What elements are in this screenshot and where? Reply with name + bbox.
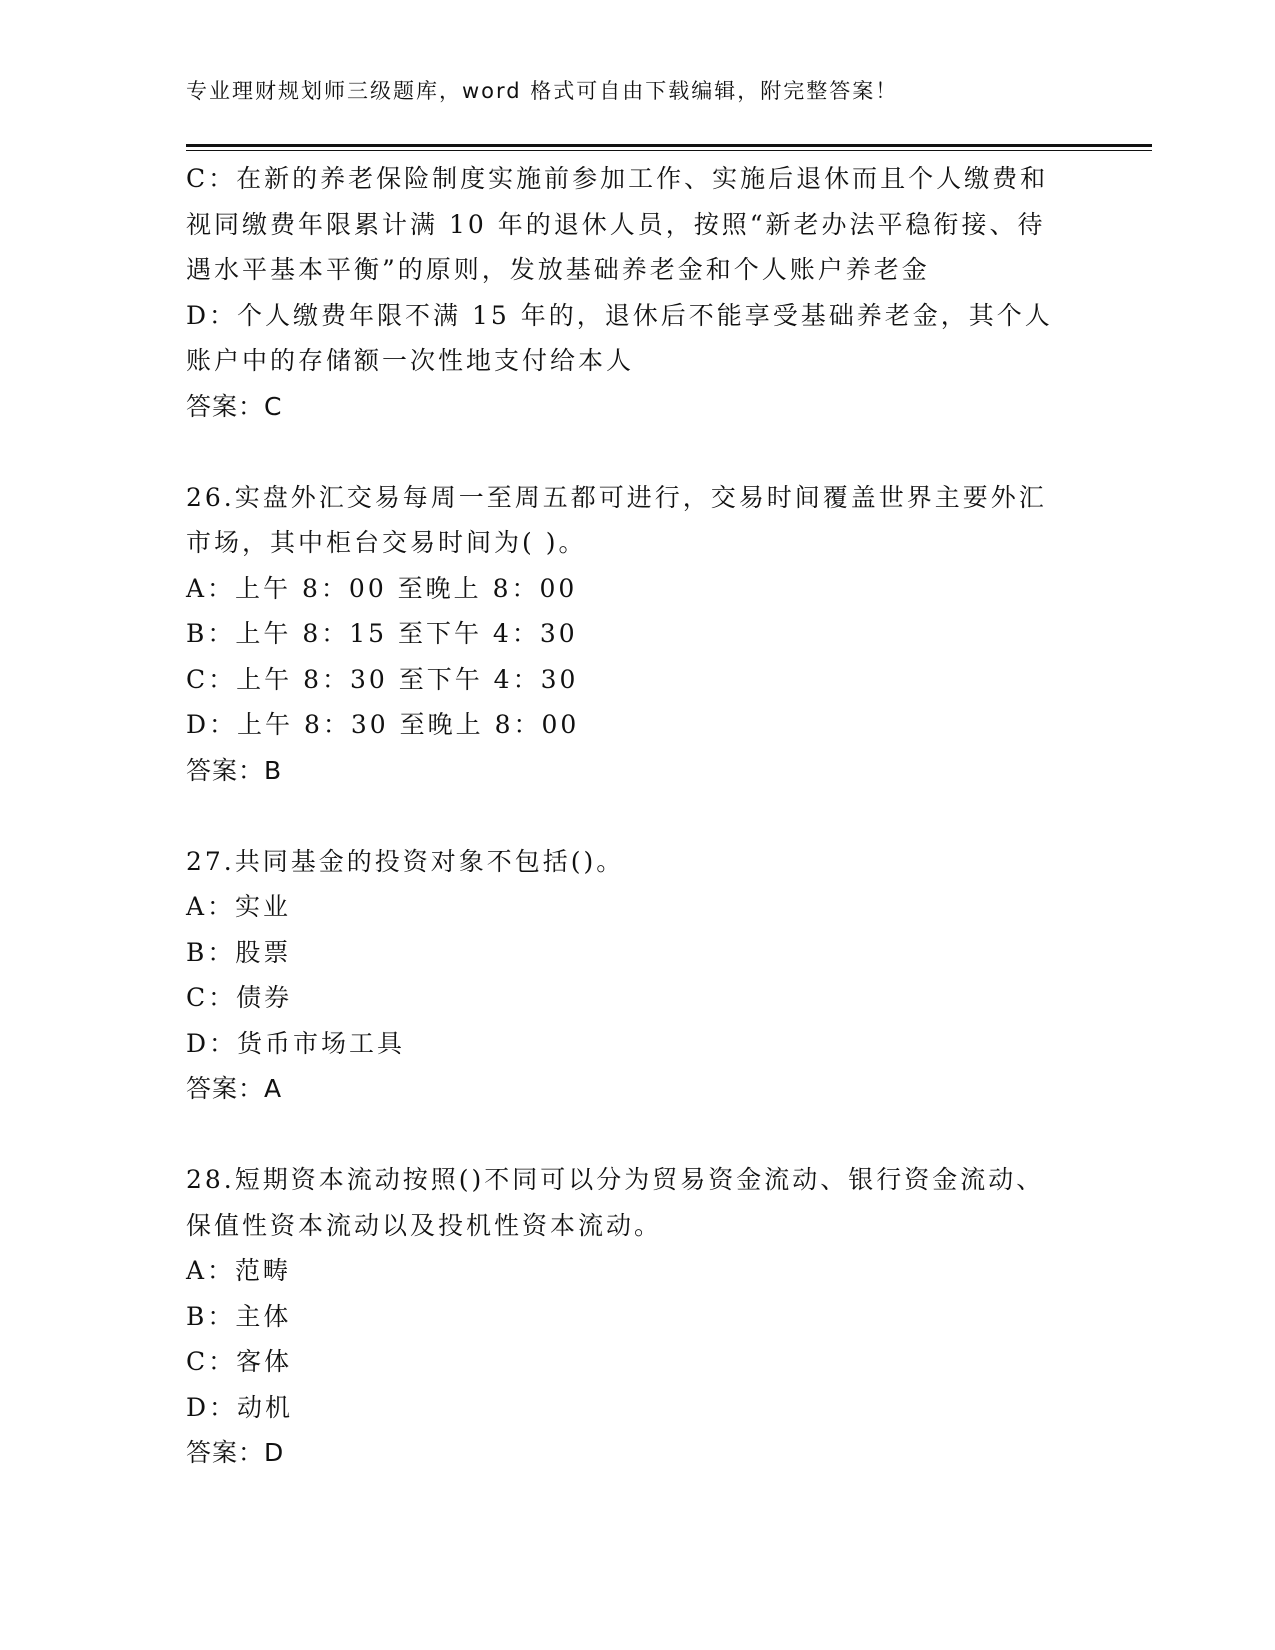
option-d-text: D：个人缴费年限不满 15 年的，退休后不能享受基础养老金，其个人 <box>186 300 1053 330</box>
question-27-option-b: B：股票 <box>186 937 292 967</box>
question-27-option-d: D：货币市场工具 <box>186 1028 406 1058</box>
question-28-answer: 答案：D <box>186 1438 285 1467</box>
question-26-option-a: A：上午 8：00 至晚上 8：00 <box>186 573 578 603</box>
question-28-option-c: C：客体 <box>186 1347 293 1376</box>
option-c-text: 遇水平基本平衡”的原则，发放基础养老金和个人账户养老金 <box>186 255 930 284</box>
question-28-stem: 28.短期资本流动按照()不同可以分为贸易资金流动、银行资金流动、 <box>186 1165 1045 1194</box>
spacer <box>186 1112 1086 1158</box>
option-d-text: 账户中的存储额一次性地支付给本人 <box>186 346 635 375</box>
spacer <box>186 429 1086 475</box>
question-28-option-b: B：主体 <box>186 1301 292 1331</box>
question-26-stem: 市场，其中柜台交易时间为( )。 <box>186 528 587 557</box>
question-27-stem: 27.共同基金的投资对象不包括()。 <box>186 846 625 876</box>
question-26-stem: 26.实盘外汇交易每周一至周五都可进行，交易时间覆盖世界主要外汇 <box>186 482 1047 512</box>
question-26-option-b: B：上午 8：15 至下午 4：30 <box>186 619 578 648</box>
page-header-title: 专业理财规划师三级题库，word 格式可自由下载编辑，附完整答案！ <box>186 79 899 103</box>
spacer <box>186 793 1086 839</box>
question-28-option-a: A：范畴 <box>186 1256 292 1285</box>
header-rule-thin <box>186 150 1152 151</box>
question-28-option-d: D：动机 <box>186 1392 294 1422</box>
question-27-option-c: C：债券 <box>186 983 293 1012</box>
answer-label: 答案：C <box>186 391 283 421</box>
question-26-option-d: D：上午 8：30 至晚上 8：00 <box>186 710 580 739</box>
option-c-text: C：在新的养老保险制度实施前参加工作、实施后退休而且个人缴费和 <box>186 164 1049 193</box>
option-c-text: 视同缴费年限累计满 10 年的退休人员，按照“新老办法平稳衔接、待 <box>186 209 1046 239</box>
question-28-stem: 保值性资本流动以及投机性资本流动。 <box>186 1210 663 1240</box>
header-rule-thick <box>186 144 1152 147</box>
question-27-answer: 答案：A <box>186 1074 283 1103</box>
question-26-option-c: C：上午 8：30 至下午 4：30 <box>186 664 579 694</box>
question-content <box>186 156 1086 1476</box>
question-26-answer: 答案：B <box>186 755 283 785</box>
question-27-option-a: A：实业 <box>186 892 292 921</box>
